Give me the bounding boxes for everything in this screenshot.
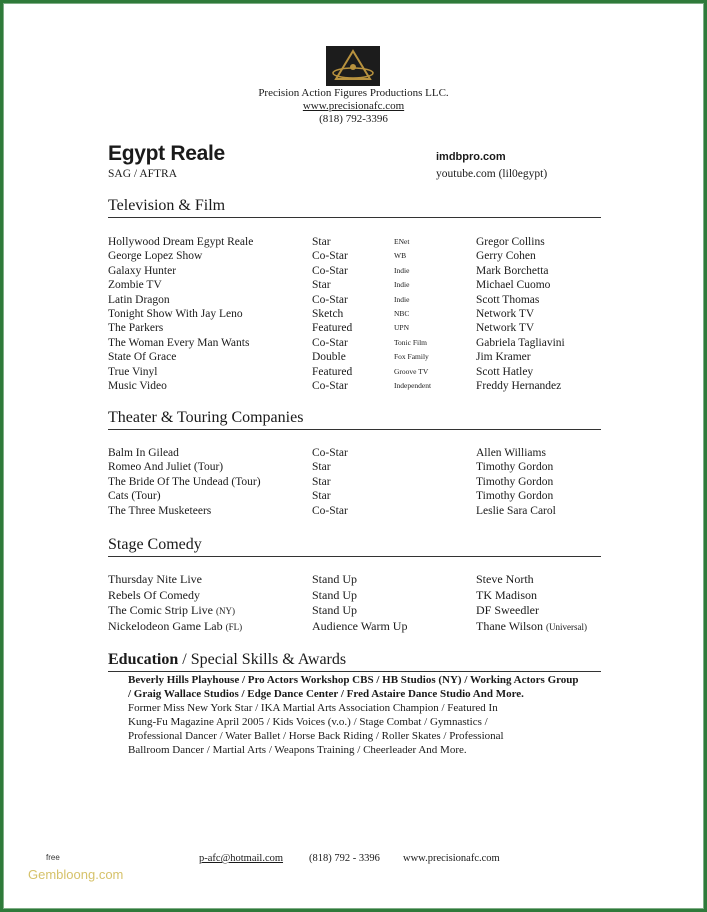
credit-role: Stand Up <box>312 587 357 602</box>
credit-director: Allen Williams <box>476 447 546 459</box>
credit-title: George Lopez Show <box>108 250 203 263</box>
credit-director: Timothy Gordon <box>476 490 554 503</box>
credit-title: Tonight Show With Jay Leno <box>108 307 243 320</box>
credit-director: Gabriela Tagliavini <box>476 336 565 349</box>
comedy-row <box>108 619 601 635</box>
credit-venue <box>476 619 587 634</box>
credit-title <box>108 588 200 602</box>
training-line: / Graig Wallace Studios / Edge Dance Center / Fred Astaire Dance Studio And More. <box>128 688 524 700</box>
section-title-stage-comedy: Stage Comedy <box>108 536 601 557</box>
credit-venue-note: (Universal) <box>545 621 587 632</box>
credit-title: True Vinyl <box>108 365 158 378</box>
tv-film-row <box>108 278 601 292</box>
tv-film-row <box>108 321 601 335</box>
credit-role: Star <box>312 475 331 488</box>
credit-role: Co-Star <box>312 379 348 392</box>
credit-title: Romeo And Juliet (Tour) <box>108 461 224 474</box>
credit-network: UPN <box>394 323 410 333</box>
credit-venue-text: TK Madison <box>476 587 537 602</box>
training-line: Beverly Hills Playhouse / Pro Actors Workshop CBS / HB Studios (NY) / Working Actors Group <box>128 674 579 686</box>
credit-title: Zombie TV <box>108 279 162 292</box>
credit-role: Featured <box>312 365 353 378</box>
credit-director: Scott Hatley <box>476 365 534 378</box>
education-heading-rest: / Special Skills & Awards <box>178 651 347 668</box>
credit-title <box>108 572 202 586</box>
credit-director: Network TV <box>476 307 535 320</box>
credit-title: The Woman Every Man Wants <box>108 336 250 349</box>
footer-website[interactable]: www.precisionafc.com <box>403 853 500 864</box>
credit-role: Star <box>312 490 331 503</box>
credit-director: Timothy Gordon <box>476 461 554 474</box>
credit-role: Stand Up <box>312 572 357 586</box>
credit-role: Co-Star <box>312 336 348 349</box>
tv-film-row <box>108 365 601 379</box>
footer-email[interactable]: p-afc@hotmail.com <box>199 853 284 864</box>
section-title-education <box>108 651 601 672</box>
skills-line: Kung-Fu Magazine April 2005 / Kids Voices (v.o.) / Stage Combat / Gymnastics / <box>128 716 488 728</box>
credit-title: The Bride Of The Undead (Tour) <box>108 475 261 488</box>
credit-role: Star <box>312 279 331 292</box>
credit-director: Mark Borchetta <box>476 264 549 277</box>
credit-network: Groove TV <box>394 366 429 376</box>
credit-director: Michael Cuomo <box>476 279 551 292</box>
credit-venue <box>476 603 539 617</box>
credit-venue-text: DF Sweedler <box>476 603 539 617</box>
credit-network: Indie <box>394 265 410 275</box>
credit-network: NBC <box>394 308 410 318</box>
watermark-free: free <box>46 853 60 862</box>
credit-venue-text: Thane Wilson <box>476 618 543 633</box>
credit-title: Latin Dragon <box>108 293 170 306</box>
education-heading: Education <box>108 651 179 668</box>
credit-role: Co-Star <box>312 293 348 306</box>
credit-title-text: Thursday Nite Live <box>108 572 202 586</box>
credit-title-text: Rebels Of Comedy <box>108 587 200 602</box>
section-title-theater: Theater & Touring Companies <box>108 409 601 430</box>
credit-director: Freddy Hernandez <box>476 379 562 392</box>
tv-film-row <box>108 264 601 278</box>
union-affiliation: SAG / AFTRA <box>108 168 178 180</box>
credit-director: Timothy Gordon <box>476 475 554 488</box>
education-block <box>128 673 608 757</box>
credit-role: Stand Up <box>312 603 357 617</box>
credit-role: Double <box>312 351 346 364</box>
credit-title: Cats (Tour) <box>108 490 161 503</box>
credit-title-text: Nickelodeon Game Lab <box>108 618 223 633</box>
credit-title: The Three Musketeers <box>108 504 212 517</box>
credit-director: Scott Thomas <box>476 293 540 306</box>
credit-network: Indie <box>394 294 410 304</box>
credit-role: Star <box>312 461 331 474</box>
tv-film-row <box>108 350 601 364</box>
actor-name: Egypt Reale <box>108 142 225 165</box>
credit-director: Gregor Collins <box>476 236 545 248</box>
skills-line: Professional Dancer / Water Ballet / Horse Back Riding / Roller Skates / Professional <box>128 730 504 742</box>
credit-title-text: The Comic Strip Live <box>108 603 213 617</box>
comedy-row <box>108 603 601 619</box>
tv-film-row <box>108 336 601 350</box>
credit-network: Tonic Film <box>394 337 428 347</box>
credit-role: Star <box>312 236 331 248</box>
imdb-link[interactable]: imdbpro.com <box>436 151 506 163</box>
theater-row <box>108 446 601 460</box>
credit-role: Co-Star <box>312 504 348 517</box>
credit-venue-text: Steve North <box>476 572 534 586</box>
footer-phone: (818) 792 - 3396 <box>309 853 380 864</box>
watermark-site: Gembloong.com <box>28 867 124 882</box>
comedy-row <box>108 572 601 588</box>
company-name: Precision Action Figures Productions LLC. <box>258 87 449 99</box>
credit-title-note: (FL) <box>225 621 243 632</box>
credit-network: Indie <box>394 280 410 290</box>
tv-film-row <box>108 379 601 393</box>
tv-film-list <box>108 235 601 393</box>
theater-row <box>108 475 601 489</box>
credit-role: Featured <box>312 322 353 335</box>
credit-title <box>108 603 235 618</box>
credit-director: Gerry Cohen <box>476 250 536 263</box>
tv-film-row <box>108 307 601 321</box>
tv-film-row <box>108 249 601 263</box>
credit-venue <box>476 572 534 586</box>
skills-line: Ballroom Dancer / Martial Arts / Weapons Training / Cheerleader And More. <box>128 744 467 756</box>
company-phone: (818) 792-3396 <box>319 113 388 125</box>
credit-title: State Of Grace <box>108 351 177 364</box>
credit-role: Co-Star <box>312 447 348 459</box>
credit-network: ENet <box>394 237 410 246</box>
credit-title: Music Video <box>108 379 167 392</box>
tv-film-row <box>108 293 601 307</box>
theater-row <box>108 489 601 503</box>
comedy-list <box>108 572 601 634</box>
credit-network: Independent <box>394 380 432 390</box>
section-title-tv-film: Television & Film <box>108 197 601 218</box>
credit-role: Audience Warm Up <box>312 618 408 633</box>
tv-film-row <box>108 235 601 249</box>
credit-title: Galaxy Hunter <box>108 264 177 277</box>
credit-role: Co-Star <box>312 264 348 277</box>
youtube-link[interactable]: youtube.com (lil0egypt) <box>436 168 548 180</box>
credit-network: Fox Family <box>394 352 429 362</box>
skills-line: Former Miss New York Star / IKA Martial Arts Association Champion / Featured In <box>128 702 498 714</box>
credit-title-note: (NY) <box>215 606 235 616</box>
credit-title: The Parkers <box>108 322 164 335</box>
credit-title <box>108 619 242 634</box>
credit-venue <box>476 588 537 602</box>
credit-director: Network TV <box>476 322 535 335</box>
credit-director: Jim Kramer <box>476 351 531 364</box>
credit-title: Hollywood Dream Egypt Reale <box>108 236 254 248</box>
credit-director: Leslie Sara Carol <box>476 504 556 517</box>
theater-row <box>108 504 601 518</box>
credit-title: Balm In Gilead <box>108 447 179 459</box>
credit-role: Co-Star <box>312 250 348 263</box>
company-website[interactable]: www.precisionafc.com <box>302 100 405 112</box>
credit-role: Sketch <box>312 307 344 320</box>
credit-network: WB <box>394 251 407 261</box>
theater-list <box>108 446 601 518</box>
company-logo <box>326 46 380 86</box>
comedy-row <box>108 588 601 604</box>
theater-row <box>108 460 601 474</box>
